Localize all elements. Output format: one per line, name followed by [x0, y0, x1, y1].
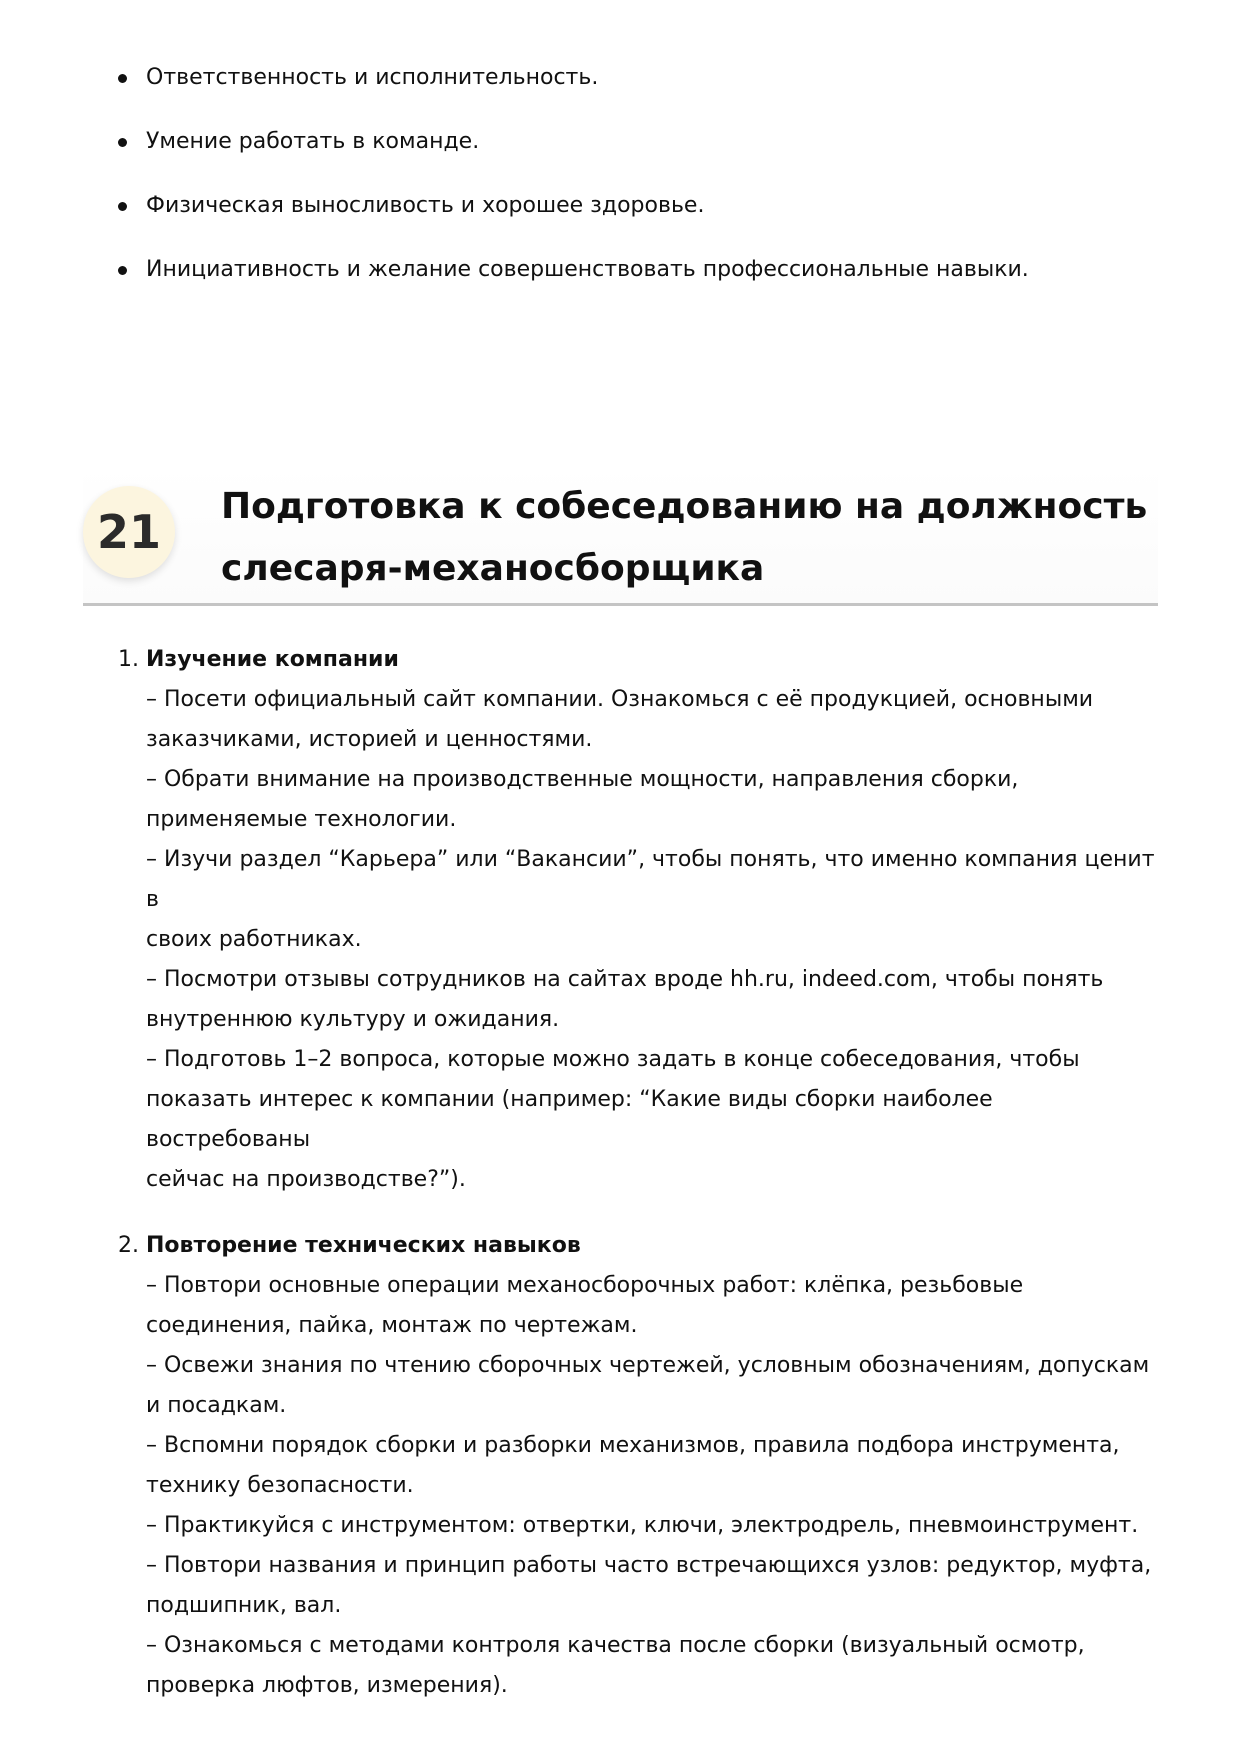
- step-item: [110, 640, 1160, 1200]
- step-text-line: – Повтори названия и принцип работы часто встречающихся узлов: редуктор, муфта,: [146, 1553, 1152, 1578]
- step-text-line: показать интерес к компании (например: “Какие виды сборки наиболее востребованы: [146, 1087, 993, 1152]
- step-text-line: применяемые технологии.: [146, 807, 457, 832]
- section-number-badge: 21: [83, 486, 175, 578]
- step-text-line: – Вспомни порядок сборки и разборки механизмов, правила подбора инструмента,: [146, 1433, 1120, 1458]
- step-text-line: заказчиками, историей и ценностями.: [146, 727, 593, 752]
- step-title: Изучение компании: [146, 647, 399, 672]
- step-text-line: своих работниках.: [146, 927, 362, 952]
- step-text-line: – Посети официальный сайт компании. Ознакомься с её продукцией, основными: [146, 687, 1094, 712]
- step-text-line: – Практикуйся с инструментом: отвертки, ключи, электродрель, пневмоинструмент.: [146, 1513, 1139, 1538]
- section-title: [221, 476, 1151, 600]
- step-text-line: – Изучи раздел “Карьера” или “Вакансии”, чтобы понять, что именно компания ценит в: [146, 847, 1155, 912]
- section-header: [83, 466, 1158, 606]
- qualities-list: [110, 62, 1160, 318]
- step-text-line: – Освежи знания по чтению сборочных чертежей, условным обозначениям, допускам: [146, 1353, 1150, 1378]
- step-text-line: технику безопасности.: [146, 1473, 414, 1498]
- list-item: [110, 62, 1160, 94]
- step-text-line: – Повтори основные операции механосборочных работ: клёпка, резьбовые: [146, 1273, 1024, 1298]
- list-item: [110, 254, 1160, 286]
- step-item: [110, 1226, 1160, 1706]
- list-item-text: Инициативность и желание совершенствовать профессиональные навыки.: [146, 257, 1029, 282]
- step-text-line: – Ознакомься с методами контроля качества после сборки (визуальный осмотр,: [146, 1633, 1085, 1658]
- list-item-text: Физическая выносливость и хорошее здоровье.: [146, 193, 705, 218]
- step-number: 1.: [118, 647, 139, 672]
- list-item: [110, 190, 1160, 222]
- step-text-line: сейчас на производстве?”).: [146, 1167, 466, 1192]
- list-item-text: Ответственность и исполнительность.: [146, 65, 599, 90]
- step-text-line: – Обрати внимание на производственные мощности, направления сборки,: [146, 767, 1019, 792]
- bullet-icon: [118, 202, 127, 211]
- step-text-line: подшипник, вал.: [146, 1593, 342, 1618]
- step-text-line: внутреннюю культуру и ожидания.: [146, 1007, 560, 1032]
- step-text-line: – Посмотри отзывы сотрудников на сайтах вроде hh.ru, indeed.com, чтобы понять: [146, 967, 1104, 992]
- step-text-line: проверка люфтов, измерения).: [146, 1673, 508, 1698]
- bullet-icon: [118, 74, 127, 83]
- step-title: Повторение технических навыков: [146, 1233, 581, 1258]
- preparation-steps: [110, 640, 1160, 1732]
- section-title-line: слесаря-механосборщика: [221, 548, 765, 589]
- bullet-icon: [118, 138, 127, 147]
- section-title-line: Подготовка к собеседованию на должность: [221, 486, 1148, 527]
- step-text-line: и посадкам.: [146, 1393, 287, 1418]
- list-item: [110, 126, 1160, 158]
- list-item-text: Умение работать в команде.: [146, 129, 480, 154]
- step-text-line: соединения, пайка, монтаж по чертежам.: [146, 1313, 638, 1338]
- bullet-icon: [118, 266, 127, 275]
- step-number: 2.: [118, 1233, 139, 1258]
- step-text-line: – Подготовь 1–2 вопроса, которые можно задать в конце собеседования, чтобы: [146, 1047, 1080, 1072]
